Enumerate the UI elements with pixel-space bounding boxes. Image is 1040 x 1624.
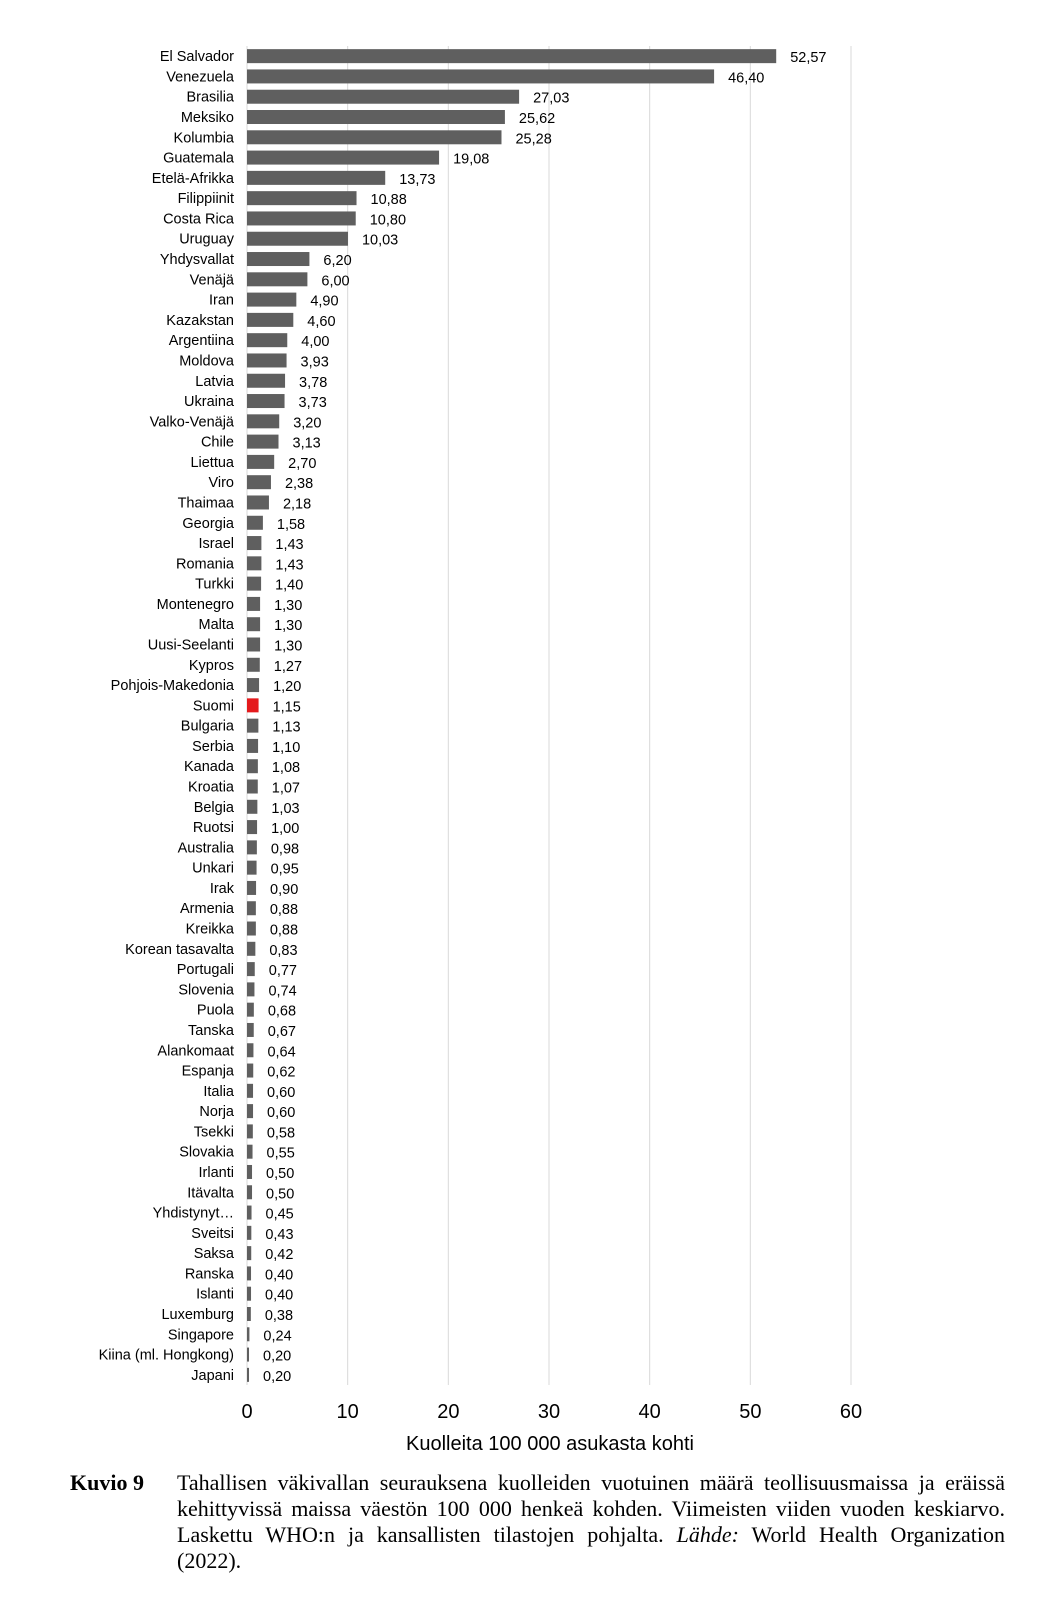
x-tick-label: 20 (437, 1401, 460, 1423)
category-label: Kypros (188, 657, 234, 674)
bar (247, 1023, 254, 1037)
bar (247, 1266, 251, 1280)
value-label: 1,27 (273, 658, 303, 675)
value-label: 25,28 (515, 131, 552, 148)
category-label: Filippiinit (177, 191, 234, 208)
category-label: Unkari (192, 860, 234, 877)
bar (247, 922, 256, 936)
value-label: 0,74 (268, 983, 297, 1000)
bar (247, 394, 285, 408)
value-label: 3,13 (292, 435, 321, 452)
category-label: Uusi-Seelanti (147, 637, 234, 654)
bar (247, 1043, 253, 1057)
category-label: Slovenia (178, 982, 234, 999)
bar (247, 353, 287, 367)
category-label: Kroatia (188, 779, 234, 796)
bar (247, 211, 356, 225)
bar (247, 1104, 253, 1118)
bar (247, 1185, 252, 1199)
category-label: Ukraina (184, 394, 234, 411)
bar (247, 414, 279, 428)
category-label: Moldova (179, 353, 234, 370)
value-label: 3,20 (293, 415, 322, 432)
category-label: Serbia (192, 738, 234, 755)
caption-text (177, 1470, 1005, 1574)
bar (247, 1246, 251, 1260)
bar (247, 435, 279, 449)
value-label: 1,03 (271, 800, 300, 817)
value-label: 1,07 (271, 780, 301, 797)
value-label: 0,60 (267, 1084, 296, 1101)
x-tick-label: 10 (336, 1401, 359, 1423)
value-label: 10,03 (361, 232, 399, 249)
category-label: Korean tasavalta (125, 941, 234, 958)
value-label: 1,15 (272, 699, 301, 716)
category-label: El Salvador (159, 49, 234, 66)
bars (247, 49, 776, 1382)
bar (247, 69, 714, 83)
bar (247, 130, 501, 144)
bar (247, 110, 505, 124)
value-label: 0,77 (268, 963, 297, 980)
bar (247, 536, 261, 550)
bar (247, 1064, 253, 1078)
bar (247, 333, 287, 347)
bar (247, 820, 257, 834)
category-label: Ruotsi (192, 820, 234, 837)
value-label: 0,62 (267, 1064, 296, 1081)
bar (247, 698, 259, 712)
category-label: Saksa (193, 1246, 234, 1263)
value-label: 0,58 (266, 1125, 296, 1142)
value-label: 0,43 (265, 1226, 294, 1243)
category-label: Costa Rica (163, 211, 234, 228)
value-label: 52,57 (790, 50, 827, 67)
bar (247, 759, 258, 773)
bar (247, 1307, 251, 1321)
value-label: 0,98 (270, 841, 300, 858)
value-label: 0,24 (263, 1328, 292, 1345)
value-label: 0,50 (266, 1165, 295, 1182)
value-label: 0,95 (270, 861, 299, 878)
x-axis-ticks (241, 1401, 862, 1423)
bar (247, 1145, 253, 1159)
value-label: 0,64 (267, 1044, 296, 1061)
category-label: Alankomaat (157, 1043, 234, 1060)
category-label: Irak (209, 880, 234, 897)
category-label: Sveitsi (191, 1225, 234, 1242)
value-label: 1,58 (276, 516, 306, 533)
value-label: 1,08 (271, 760, 301, 777)
category-label: Viro (208, 475, 234, 492)
value-label: 1,30 (274, 638, 303, 655)
value-label: 1,43 (275, 557, 304, 574)
source-text: World Health Organization (2022). (177, 1522, 1006, 1573)
figure-caption (70, 1470, 1005, 1574)
bar (247, 1327, 249, 1341)
value-label: 1,30 (274, 597, 303, 614)
value-label: 2,18 (282, 496, 312, 513)
category-label: Valko-Venäjä (149, 414, 234, 431)
x-tick-label: 0 (241, 1401, 253, 1423)
value-label: 6,20 (323, 253, 352, 270)
value-label: 2,38 (284, 476, 314, 493)
value-label: 10,80 (369, 212, 407, 229)
value-label: 13,73 (399, 171, 436, 188)
category-label: Uruguay (179, 231, 234, 248)
value-label: 3,73 (298, 395, 327, 412)
value-label: 3,78 (299, 374, 328, 391)
value-label: 1,30 (274, 618, 303, 635)
bar (247, 49, 776, 63)
bar (247, 658, 260, 672)
bar (247, 861, 257, 875)
category-label: Kiina (ml. Hongkong) (98, 1347, 234, 1364)
value-label: 1,40 (275, 577, 304, 594)
value-label: 1,00 (271, 821, 300, 838)
bar (247, 191, 357, 205)
category-label: Irlanti (198, 1164, 234, 1181)
category-label: Kolumbia (173, 130, 234, 147)
category-label: Japani (191, 1367, 234, 1384)
category-label: Luxemburg (161, 1306, 234, 1323)
category-label: Montenegro (156, 596, 234, 613)
bar (247, 1368, 249, 1382)
x-tick-label: 50 (739, 1401, 762, 1423)
bar (247, 800, 257, 814)
value-label: 0,90 (270, 881, 299, 898)
value-label: 0,40 (265, 1267, 294, 1284)
category-label: Argentiina (168, 333, 234, 350)
x-tick-label: 40 (638, 1401, 661, 1423)
bar (247, 455, 274, 469)
category-label: Bulgaria (180, 718, 234, 735)
category-label: Portugali (176, 962, 234, 979)
bar (247, 475, 271, 489)
category-label: Puola (196, 1002, 234, 1019)
source-label: Lähde: (676, 1522, 739, 1547)
bar (247, 1287, 251, 1301)
bar (247, 617, 260, 631)
bar (247, 516, 263, 530)
bar (247, 1206, 252, 1220)
category-label: Israel (198, 536, 234, 553)
category-label: Kanada (184, 759, 234, 776)
bar (247, 252, 309, 266)
category-label: Tanska (188, 1022, 234, 1039)
category-label: Singapore (167, 1327, 234, 1344)
bar (247, 678, 259, 692)
bar (247, 577, 261, 591)
value-label: 0,45 (265, 1206, 294, 1223)
value-label: 46,40 (728, 70, 765, 87)
bar (247, 982, 254, 996)
value-label: 0,68 (267, 1003, 297, 1020)
value-label: 0,55 (266, 1145, 295, 1162)
value-label: 1,10 (272, 739, 301, 756)
category-label: Iran (209, 292, 234, 309)
bar (247, 151, 439, 165)
bar (247, 901, 256, 915)
category-label: Thaimaa (177, 495, 234, 512)
value-label: 0,50 (266, 1186, 295, 1203)
value-label: 3,93 (300, 354, 329, 371)
category-label: Romania (175, 556, 234, 573)
bar (247, 881, 256, 895)
bar (247, 232, 348, 246)
value-label: 25,62 (518, 111, 556, 128)
x-tick-label: 60 (839, 1401, 863, 1423)
value-label: 1,20 (273, 679, 302, 696)
category-label: Islanti (196, 1286, 234, 1303)
value-label: 0,83 (269, 942, 298, 959)
value-label: 4,00 (301, 334, 330, 351)
category-label: Suomi (192, 698, 234, 715)
category-label: Venezuela (166, 69, 234, 86)
value-label: 0,40 (265, 1287, 294, 1304)
category-label: Belgia (193, 799, 234, 816)
bar (247, 1165, 252, 1179)
category-label: Brasilia (186, 89, 234, 106)
figure-number: Kuvio 9 (70, 1470, 144, 1495)
value-label: 2,70 (288, 455, 317, 472)
bar (247, 1124, 253, 1138)
bar (247, 90, 519, 104)
value-label: 19,08 (453, 151, 490, 168)
category-label: Kazakstan (166, 312, 234, 329)
category-label: Liettua (190, 454, 234, 471)
category-label: Latvia (195, 373, 234, 390)
bar (247, 739, 258, 753)
category-label: Armenia (180, 901, 234, 918)
category-label: Kreikka (185, 921, 234, 938)
value-label: 0,38 (264, 1307, 294, 1324)
value-label: 0,60 (267, 1105, 296, 1122)
category-label: Guatemala (163, 150, 234, 167)
category-label: Georgia (182, 515, 234, 532)
bar (247, 313, 293, 327)
bar (247, 171, 385, 185)
value-label: 4,90 (310, 293, 339, 310)
bar (247, 495, 269, 509)
value-label: 6,00 (321, 273, 350, 290)
category-label: Ranska (184, 1266, 234, 1283)
x-tick-label: 30 (537, 1401, 561, 1423)
bar (247, 556, 261, 570)
x-axis-title: Kuolleita 100 000 asukasta kohti (406, 1433, 694, 1455)
category-label: Tsekki (193, 1124, 234, 1141)
bar (247, 942, 255, 956)
value-label: 0,88 (269, 902, 299, 919)
value-label: 0,20 (263, 1368, 292, 1385)
bar (247, 374, 285, 388)
category-label: Australia (177, 840, 234, 857)
bar (247, 293, 296, 307)
gridlines (247, 46, 851, 1385)
value-label: 27,03 (533, 90, 570, 107)
value-label: 0,20 (263, 1348, 292, 1365)
category-label: Etelä-Afrikka (151, 170, 234, 187)
value-label: 0,67 (267, 1023, 296, 1040)
category-label: Meksiko (180, 110, 234, 127)
bar (247, 637, 260, 651)
category-labels (99, 49, 235, 1384)
category-label: Slovakia (179, 1144, 234, 1161)
bar (247, 1003, 254, 1017)
category-label: Norja (199, 1104, 234, 1121)
bar (247, 780, 258, 794)
category-label: Espanja (181, 1063, 234, 1080)
category-label: Chile (200, 434, 234, 451)
bar (247, 1084, 253, 1098)
category-label: Turkki (195, 576, 234, 593)
value-label: 1,43 (275, 537, 304, 554)
bar (247, 1348, 249, 1362)
value-label: 0,88 (269, 922, 299, 939)
category-label: Pohjois-Makedonia (110, 678, 234, 695)
bar (247, 597, 260, 611)
category-label: Italia (203, 1083, 234, 1100)
bar (247, 962, 255, 976)
value-label: 1,13 (272, 719, 301, 736)
category-label: Venäjä (189, 272, 234, 289)
category-label: Itävalta (187, 1185, 234, 1202)
bar (247, 1226, 251, 1240)
bar (247, 840, 257, 854)
value-label: 4,60 (307, 313, 336, 330)
caption-body: Tahallisen väkivallan seurauksena kuolleiden vuotuinen määrä teollisuusmaissa ja eräissä kehittyvissä maissa väestön 100 000 henkeä kohden. Viimeisten viiden vuoden keskiarvo. Laskettu WHO:n ja kansallisten tilastojen pohjalta. (177, 1470, 1005, 1547)
category-label: Yhdysvallat (159, 252, 234, 269)
bar (247, 719, 258, 733)
category-label: Malta (198, 617, 234, 634)
value-label: 10,88 (370, 192, 407, 209)
category-label: Yhdistynyt… (152, 1205, 234, 1222)
bar (247, 272, 307, 286)
value-label: 0,42 (265, 1247, 294, 1264)
